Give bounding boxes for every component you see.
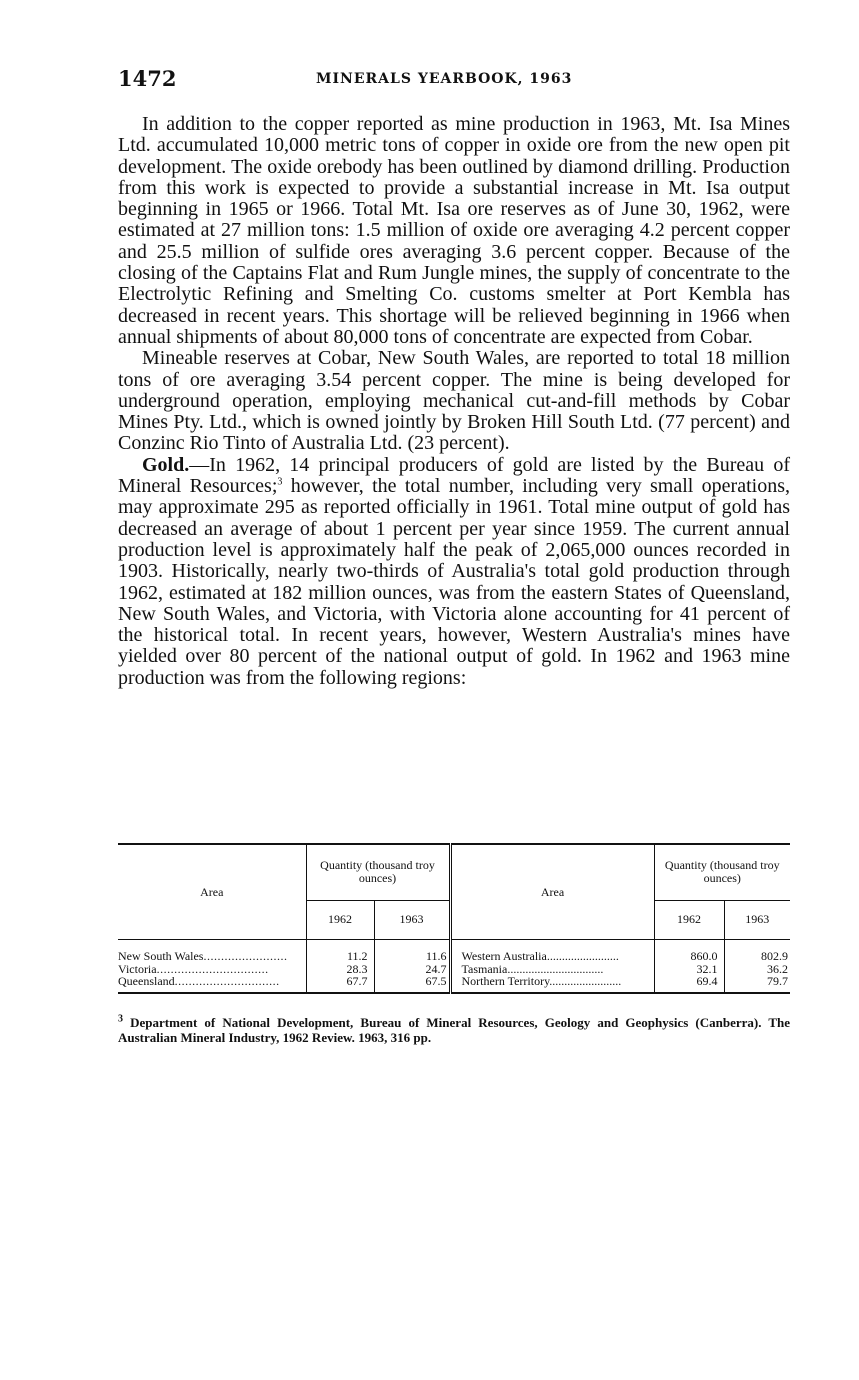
row-value-1963: 802.9: [724, 940, 790, 963]
gold-lead: Gold.: [142, 453, 190, 476]
row-value-1962: 11.2: [306, 940, 374, 963]
row-value-1962: 28.3: [306, 963, 374, 976]
footnote-text: Department of National Development, Bureau of Mineral Resources, Geology and Geophysics (Canberra). The Australian Mineral Industry, 1962 Review. 1963, 316 pp.: [118, 1015, 791, 1045]
quantity-header-right: Quantity (thousand troy ounces): [654, 844, 790, 900]
year-header-1963-right: 1963: [724, 900, 790, 939]
footnote-marker: 3: [118, 1013, 123, 1025]
page-header: [118, 66, 790, 96]
footnote: [118, 1013, 791, 1045]
paragraph-mt-isa: In addition to the copper reported as mine production in 1963, Mt. Isa Mines Ltd. accumulated 10,000 metric tons of copper in oxide ore from the new open pit development. The oxide orebody has been outlined by diamond drilling. Production from this work is expected to provide a substantial increase in Mt. Isa output beginning in 1965 or 1966. Total Mt. Isa ore reserves as of June 30, 1962, were estimated at 27 million tons: 1.5 million of oxide ore averaging 4.2 percent copper and 25.5 million of sulfide ores averaging 3.6 percent copper. Because of the closing of the Captains Flat and Rum Jungle mines, the supply of concentrate to the Electrolytic Refining and Smelting Co. customs smelter at Port Kembla has decreased in recent years. This shortage will be relieved beginning in 1966 when annual shipments of about 80,000 tons of concentrate are expected from Cobar.: [118, 113, 790, 348]
table-bottom-rule: [118, 993, 790, 994]
row-value-1963: 24.7: [374, 963, 450, 976]
gold-text-after-ref: however, the total number, including very small operations, may approximate 295 as reported officially in 1961. Total mine output of gold has decreased an average of about 1 percent per year since 1959. The current annual production level is approximately half the peak of 2,065,000 ounces recorded in 1903. Historically, nearly two-thirds of Australia's total gold production through 1962, estimated at 182 million ounces, was from the eastern States of Queensland, New South Wales, and Victoria, with Victoria alone accounting for 41 percent of the historical total. In recent years, however, Western Australia's mines have yielded over 80 percent of the national output of gold. In 1962 and 1963 mine production was from the following regions:: [118, 475, 790, 689]
quantity-header-left: Quantity (thousand troy ounces): [306, 844, 450, 900]
row-value-1963: 11.6: [374, 940, 450, 963]
row-value-1962: 69.4: [654, 975, 724, 993]
area-header-right: Area: [450, 844, 654, 940]
row-area: Tasmania: [461, 962, 508, 975]
row-area: Victoria: [118, 962, 157, 975]
row-area: New South Wales: [118, 949, 204, 963]
area-header-left: Area: [118, 844, 306, 940]
year-header-1962-left: 1962: [306, 900, 374, 939]
table-row: New South Wales........................ 11.2 11.6 Western Australia........................ 860.0 802.9: [118, 940, 790, 963]
paragraph-cobar: Mineable reserves at Cobar, New South Wales, are reported to total 18 million tons of ore averaging 3.54 percent copper. The mine is being developed for underground operation, employing mechanical cut-and-fill methods by Cobar Mines Pty. Ltd., which is owned jointly by Broken Hill South Ltd. (77 percent) and Conzinc Rio Tinto of Australia Ltd. (23 percent).: [118, 347, 790, 455]
row-value-1963: 67.5: [374, 975, 450, 993]
row-value-1962: 32.1: [654, 963, 724, 976]
year-header-1963-left: 1963: [374, 900, 450, 939]
row-area: Northern Territory: [461, 975, 550, 988]
gold-production-table: [118, 843, 790, 994]
body-text: [118, 114, 790, 689]
table-row: Queensland.............................. 67.7 67.5 Northern Territory........................ 69.4 79.7: [118, 975, 790, 993]
row-value-1962: 860.0: [654, 940, 724, 963]
row-value-1963: 79.7: [724, 975, 790, 993]
page-number: 1472: [118, 66, 177, 91]
table-row: Victoria................................ 28.3 24.7 Tasmania................................ 32.1 36.2: [118, 961, 788, 976]
gold-text-before-ref: —In 1962, 14 principal producers of gold are listed by the Bureau of Mineral Resources;: [118, 453, 790, 498]
footnote-ref: 3: [277, 476, 283, 488]
paragraph-gold: [118, 455, 790, 689]
row-value-1963: 36.2: [724, 963, 790, 976]
row-area: Western Australia: [461, 949, 547, 963]
running-title: MINERALS YEARBOOK, 1963: [316, 71, 573, 87]
year-header-1962-right: 1962: [654, 900, 724, 939]
row-area: Queensland: [118, 975, 175, 988]
row-value-1962: 67.7: [306, 975, 374, 993]
